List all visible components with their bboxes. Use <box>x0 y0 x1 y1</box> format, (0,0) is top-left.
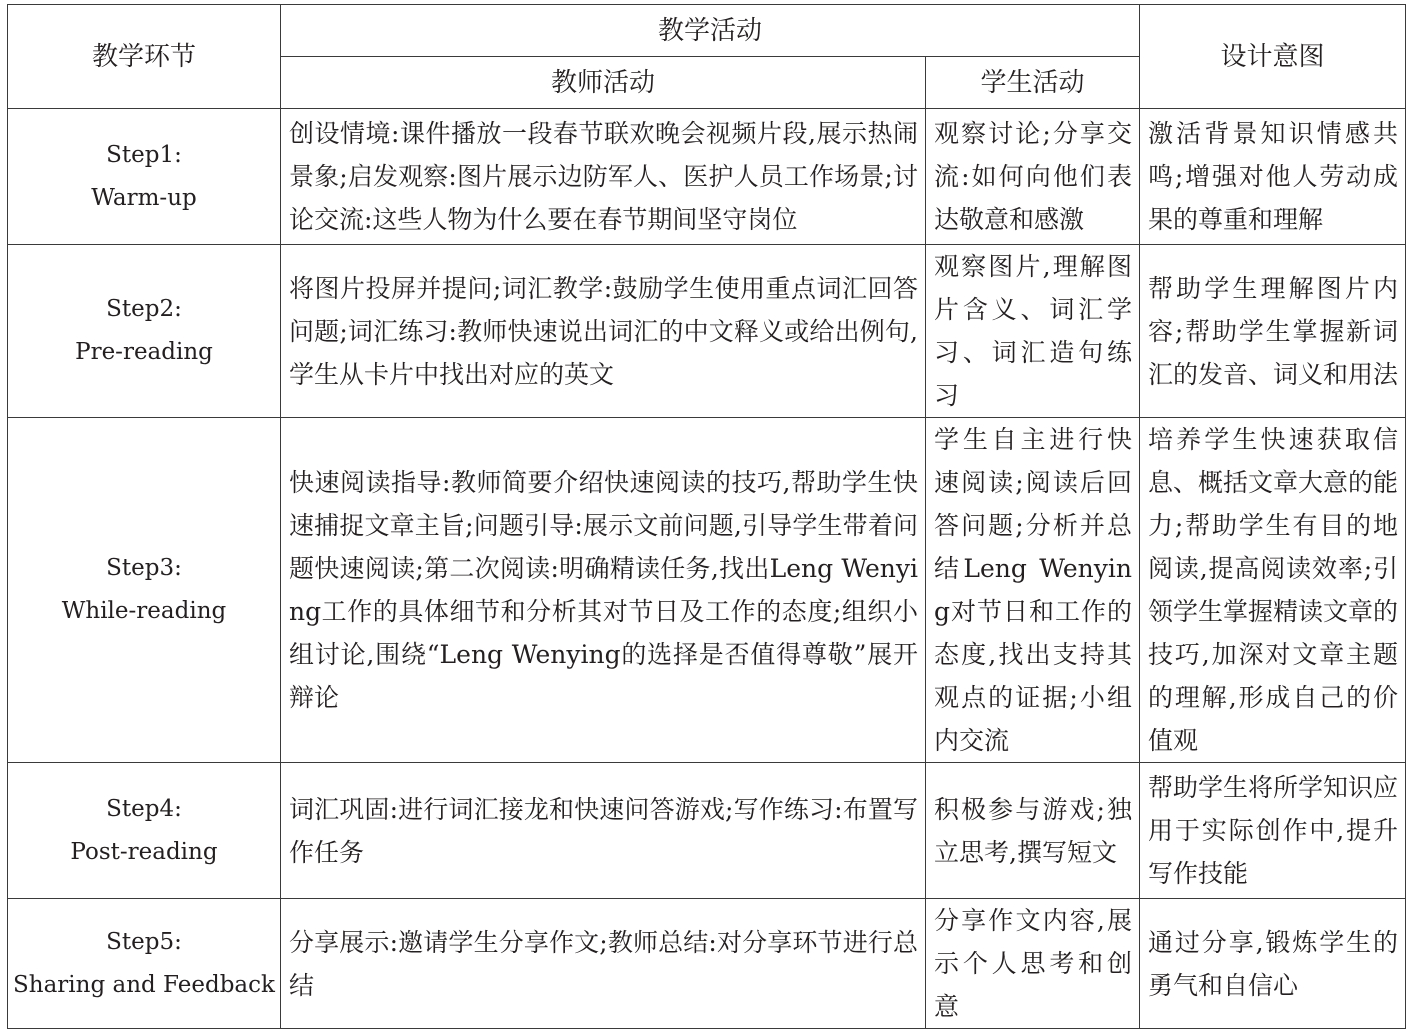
step-name: While-reading <box>61 598 227 624</box>
table-row-step5 <box>8 899 1406 1029</box>
design-intent-cell: 帮助学生将所学知识应用于实际创作中,提升写作技能 <box>1140 763 1406 899</box>
step-cell <box>8 899 281 1029</box>
header-row-top <box>8 5 1406 57</box>
step-name: Sharing and Feedback <box>13 971 275 998</box>
step-name: Pre-reading <box>75 339 213 365</box>
header-teacher: 教师活动 <box>281 57 926 109</box>
design-intent-cell: 通过分享,锻炼学生的勇气和自信心 <box>1140 899 1406 1029</box>
design-intent-cell: 帮助学生理解图片内容;帮助学生掌握新词汇的发音、词义和用法 <box>1140 245 1406 418</box>
header-stage: 教学环节 <box>8 5 281 109</box>
student-activity-cell: 观察讨论;分享交流:如何向他们表达敬意和感激 <box>926 109 1140 245</box>
design-intent-cell: 激活背景知识情感共鸣;增强对他人劳动成果的尊重和理解 <box>1140 109 1406 245</box>
teaching-design-table <box>7 4 1406 1029</box>
header-intent: 设计意图 <box>1140 5 1406 109</box>
teacher-activity-cell: 创设情境:课件播放一段春节联欢晚会视频片段,展示热闹景象;启发观察:图片展示边防军人、医护人员工作场景;讨论交流:这些人物为什么要在春节期间坚守岗位 <box>281 109 926 245</box>
step-name: Post-reading <box>70 838 218 865</box>
step-cell <box>8 418 281 763</box>
step-number: Step1: <box>106 141 182 168</box>
step-cell <box>8 109 281 245</box>
step-number: Step4: <box>106 795 182 822</box>
student-activity-cell: 积极参与游戏;独立思考,撰写短文 <box>926 763 1140 899</box>
student-activity-cell: 分享作文内容,展示个人思考和创意 <box>926 899 1140 1029</box>
step-number: Step5: <box>106 928 182 955</box>
step-number: Step2: <box>106 296 182 322</box>
design-intent-cell: 培养学生快速获取信息、概括文章大意的能力;帮助学生有目的地阅读,提高阅读效率;引领学生掌握精读文章的技巧,加深对文章主题的理解,形成自己的价值观 <box>1140 418 1406 763</box>
header-student: 学生活动 <box>926 57 1140 109</box>
header-activities: 教学活动 <box>281 5 1140 57</box>
student-activity-cell: 观察图片,理解图片含义、词汇学习、词汇造句练习 <box>926 245 1140 418</box>
teacher-activity-cell: 将图片投屏并提问;词汇教学:鼓励学生使用重点词汇回答问题;词汇练习:教师快速说出词汇的中文释义或给出例句,学生从卡片中找出对应的英文 <box>281 245 926 418</box>
table-row-step1 <box>8 109 1406 245</box>
teacher-activity-cell: 分享展示:邀请学生分享作文;教师总结:对分享环节进行总结 <box>281 899 926 1029</box>
student-activity-cell: 学生自主进行快速阅读;阅读后回答问题;分析并总结Leng Wenying对节日和工作的态度,找出支持其观点的证据;小组内交流 <box>926 418 1140 763</box>
step-number: Step3: <box>106 555 182 581</box>
step-cell <box>8 245 281 418</box>
table-row-step2 <box>8 245 1406 418</box>
step-cell <box>8 763 281 899</box>
step-name: Warm-up <box>91 184 197 211</box>
table-row-step3 <box>8 418 1406 763</box>
teacher-activity-cell: 快速阅读指导:教师简要介绍快速阅读的技巧,帮助学生快速捕捉文章主旨;问题引导:展示文前问题,引导学生带着问题快速阅读;第二次阅读:明确精读任务,找出Leng Wenying工作的具体细节和分析其对节日及工作的态度;组织小组讨论,围绕“Leng Wenying的选择是否值得尊敬”展开辩论 <box>281 418 926 763</box>
table-row-step4 <box>8 763 1406 899</box>
teacher-activity-cell: 词汇巩固:进行词汇接龙和快速问答游戏;写作练习:布置写作任务 <box>281 763 926 899</box>
